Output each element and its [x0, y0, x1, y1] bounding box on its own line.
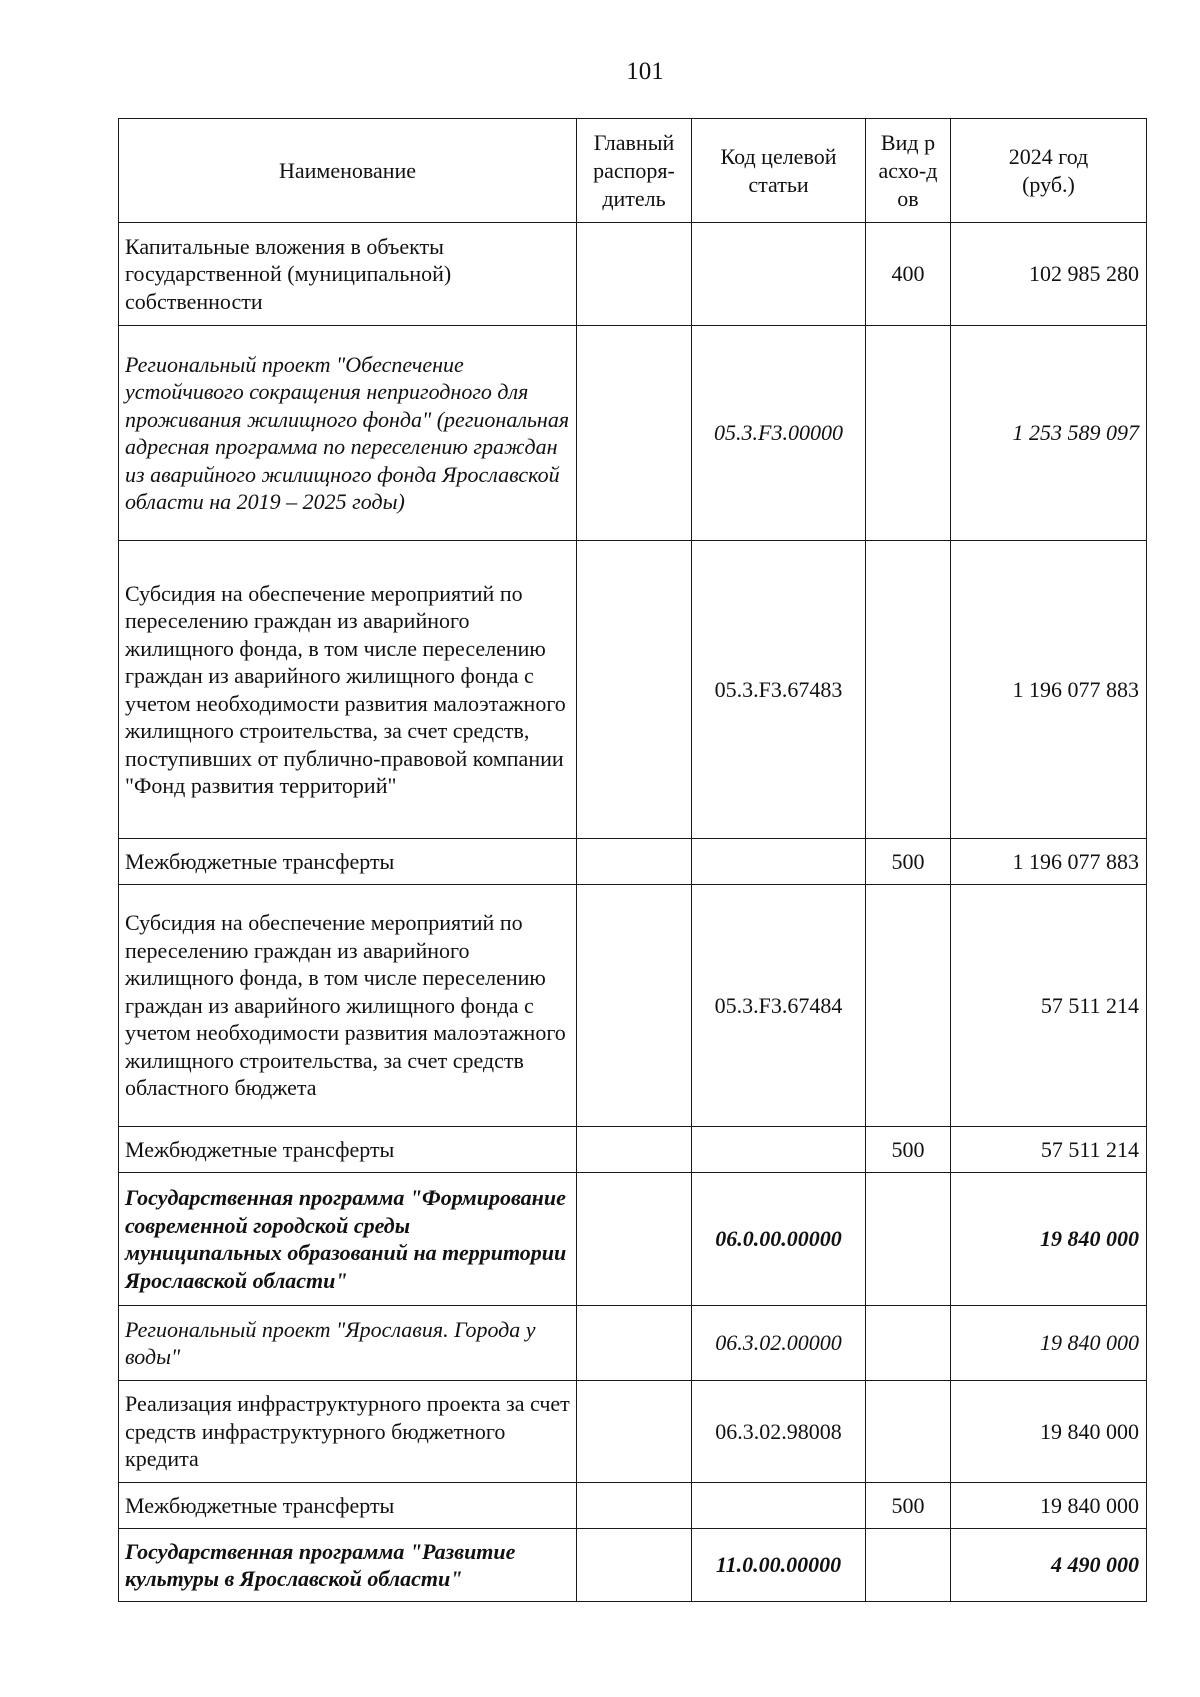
row-code: 11.0.00.00000: [692, 1529, 866, 1602]
row-name: Государственная программа "Формирование современной городской среды муниципальных образований на территории Ярославской области": [119, 1173, 577, 1306]
header-amount-text: 2024 год (руб.): [1008, 143, 1089, 197]
row-code: 05.3.F3.67484: [692, 885, 866, 1127]
row-code: [692, 839, 866, 885]
row-amount: 4 490 000: [951, 1529, 1147, 1602]
row-code: 05.3.F3.00000: [692, 326, 866, 541]
row-manager: [577, 1381, 692, 1483]
table-row: [119, 1381, 1147, 1483]
row-kind: [866, 541, 951, 839]
row-manager: [577, 541, 692, 839]
row-amount: 1 196 077 883: [951, 839, 1147, 885]
row-name: Капитальные вложения в объекты государственной (муниципальной) собственности: [119, 223, 577, 326]
row-code: [692, 1483, 866, 1529]
row-manager: [577, 1127, 692, 1173]
row-name: Государственная программа "Развитие культуры в Ярославской области": [119, 1529, 577, 1602]
table-row: [119, 1306, 1147, 1381]
row-name: Межбюджетные трансферты: [119, 839, 577, 885]
row-manager: [577, 326, 692, 541]
row-kind: 400: [866, 223, 951, 326]
row-manager: [577, 1529, 692, 1602]
row-code: [692, 223, 866, 326]
table-row: [119, 1173, 1147, 1306]
row-amount: 57 511 214: [951, 885, 1147, 1127]
row-amount: 1 253 589 097: [951, 326, 1147, 541]
header-name: Наименование: [119, 119, 577, 223]
row-manager: [577, 223, 692, 326]
header-manager-text: Главный распоря-дитель: [593, 129, 675, 211]
row-kind: 500: [866, 1483, 951, 1529]
row-manager: [577, 1483, 692, 1529]
row-amount: 19 840 000: [951, 1381, 1147, 1483]
row-amount: 1 196 077 883: [951, 541, 1147, 839]
table-row: [119, 885, 1147, 1127]
row-amount: 19 840 000: [951, 1483, 1147, 1529]
row-manager: [577, 839, 692, 885]
row-kind: [866, 1529, 951, 1602]
budget-table: [118, 118, 1147, 1602]
row-name: Субсидия на обеспечение мероприятий по переселению граждан из аварийного жилищного фонда, в том числе переселению граждан из аварийного жилищного фонда с учетом необходимости развития малоэтажного жилищного строительства, за счет средств, поступивших от публично-правовой компании "Фонд развития территорий": [119, 541, 577, 839]
row-amount: 102 985 280: [951, 223, 1147, 326]
header-code-text: Код целевой статьи: [720, 143, 837, 197]
row-kind: [866, 1173, 951, 1306]
header-manager: [577, 119, 692, 223]
row-amount: 19 840 000: [951, 1306, 1147, 1381]
row-kind: [866, 885, 951, 1127]
row-amount: 57 511 214: [951, 1127, 1147, 1173]
row-kind: [866, 1306, 951, 1381]
header-code: [692, 119, 866, 223]
table-row: [119, 223, 1147, 326]
header-amount: [951, 119, 1147, 223]
table-row: [119, 839, 1147, 885]
table-row: [119, 541, 1147, 839]
header-kind: [866, 119, 951, 223]
row-kind: 500: [866, 839, 951, 885]
row-manager: [577, 1173, 692, 1306]
row-kind: 500: [866, 1127, 951, 1173]
table-header-row: [119, 119, 1147, 223]
row-code: 06.0.00.00000: [692, 1173, 866, 1306]
row-code: [692, 1127, 866, 1173]
row-manager: [577, 885, 692, 1127]
row-name: Межбюджетные трансферты: [119, 1483, 577, 1529]
row-name: Межбюджетные трансферты: [119, 1127, 577, 1173]
table-row: [119, 1127, 1147, 1173]
page-number: 101: [626, 58, 664, 85]
row-code: 06.3.02.00000: [692, 1306, 866, 1381]
row-kind: [866, 326, 951, 541]
row-name: Региональный проект "Ярославия. Города у воды": [119, 1306, 577, 1381]
row-name: Субсидия на обеспечение мероприятий по переселению граждан из аварийного жилищного фонда, в том числе переселению граждан из аварийного жилищного фонда с учетом необходимости развития малоэтажного жилищного строительства, за счет средств областного бюджета: [119, 885, 577, 1127]
row-code: 06.3.02.98008: [692, 1381, 866, 1483]
row-amount: 19 840 000: [951, 1173, 1147, 1306]
row-kind: [866, 1381, 951, 1483]
table-row: [119, 1483, 1147, 1529]
row-code: 05.3.F3.67483: [692, 541, 866, 839]
row-manager: [577, 1306, 692, 1381]
header-kind-text: Вид расхо-дов: [878, 129, 938, 211]
table-row: [119, 326, 1147, 541]
table-row: [119, 1529, 1147, 1602]
row-name: Реализация инфраструктурного проекта за счет средств инфраструктурного бюджетного кредита: [119, 1381, 577, 1483]
row-name: Региональный проект "Обеспечение устойчивого сокращения непригодного для проживания жилищного фонда" (региональная адресная программа по переселению граждан из аварийного жилищного фонда Ярославской области на 2019 – 2025 годы): [119, 326, 577, 541]
